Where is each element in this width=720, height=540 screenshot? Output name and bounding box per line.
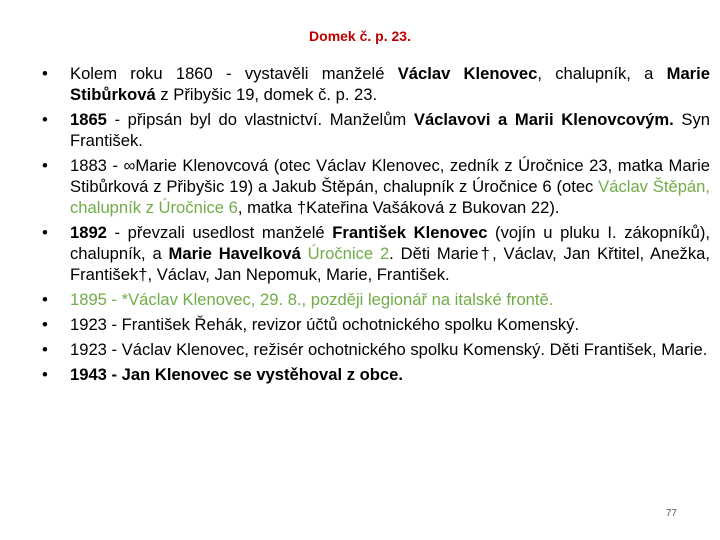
bullet-text-run: Václavovi a Marii Klenovcovým. bbox=[413, 110, 674, 129]
bullet-item bbox=[42, 155, 710, 218]
bullet-text-run: Marie Havelková bbox=[168, 244, 301, 263]
bullet-item bbox=[42, 222, 710, 285]
bullet-text-run: Úročnice 2 bbox=[307, 244, 390, 263]
bullet-text-run: - převzali usedlost manželé bbox=[106, 223, 333, 242]
slide-title: Domek č. p. 23. bbox=[309, 28, 411, 44]
bullet-text-run: Kolem roku 1860 - vystavěli manželé bbox=[70, 64, 398, 83]
bullet-item bbox=[42, 289, 710, 310]
bullet-marker: • bbox=[42, 156, 48, 175]
bullet-text-run: z Přibyšic 19, domek č. p. 23. bbox=[155, 85, 378, 104]
bullet-text-run: František Klenovec bbox=[332, 223, 488, 242]
bullet-text-run: 1895 - *Václav Klenovec, 29. 8., později legionář na italské frontě. bbox=[70, 290, 554, 309]
bullet-marker: • bbox=[42, 64, 48, 83]
bullet-marker: • bbox=[42, 340, 48, 359]
bullet-text-run: Václav Štěpán, chalupník z Úročnice 6 bbox=[70, 177, 710, 217]
bullet-marker: • bbox=[42, 290, 48, 309]
bullet-text-run: 1923 - Václav Klenovec, režisér ochotnického spolku Komenský. Děti František, Marie. bbox=[70, 340, 708, 359]
bullet-text-run: 1883 - ∞Marie Klenovcová (otec Václav Klenovec, zedník z Úročnice 23, matka Marie Stibůrková z Přibyšic 19) a Jakub Štěpán, chalupník z Úročnice 6 (otec bbox=[70, 156, 710, 196]
bullet-marker: • bbox=[42, 110, 48, 129]
bullet-item bbox=[42, 339, 710, 360]
bullet-marker: • bbox=[42, 315, 48, 334]
bullet-text-run bbox=[301, 244, 308, 263]
bullet-text-run: - připsán byl do vlastnictví. Manželům bbox=[106, 110, 414, 129]
bullet-text-run: 1892 bbox=[70, 223, 107, 242]
bullet-marker: • bbox=[42, 223, 48, 242]
bullet-text-run: , chalupník, a bbox=[537, 64, 667, 83]
bullet-text-run: 1865 bbox=[70, 110, 107, 129]
page-number: 77 bbox=[665, 508, 677, 519]
bullet-text-run: , matka †Kateřina Vašáková z Bukovan 22). bbox=[237, 198, 560, 217]
bullet-text-run: Syn František. bbox=[70, 110, 710, 150]
bullet-text-run: Marie Stibůrková bbox=[70, 64, 710, 104]
bullet-item bbox=[42, 314, 710, 335]
bullet-marker: • bbox=[42, 365, 48, 384]
bullet-item bbox=[42, 63, 710, 105]
bullet-text-run: . Děti Marie†, Václav, Jan Křtitel, Anežka, František†, Václav, Jan Nepomuk, Marie, František. bbox=[70, 244, 710, 284]
bullet-item bbox=[42, 109, 710, 151]
bullet-item bbox=[42, 364, 710, 385]
bullet-list bbox=[42, 63, 710, 389]
bullet-text-run: Václav Klenovec bbox=[397, 64, 538, 83]
bullet-text-run: 1943 - Jan Klenovec se vystěhoval z obce. bbox=[70, 365, 403, 384]
bullet-text-run: (vojín u pluku I. zákopníků), chalupník, a bbox=[70, 223, 711, 263]
bullet-text-run: 1923 - František Řehák, revizor účtů ochotnického spolku Komenský. bbox=[70, 315, 580, 334]
